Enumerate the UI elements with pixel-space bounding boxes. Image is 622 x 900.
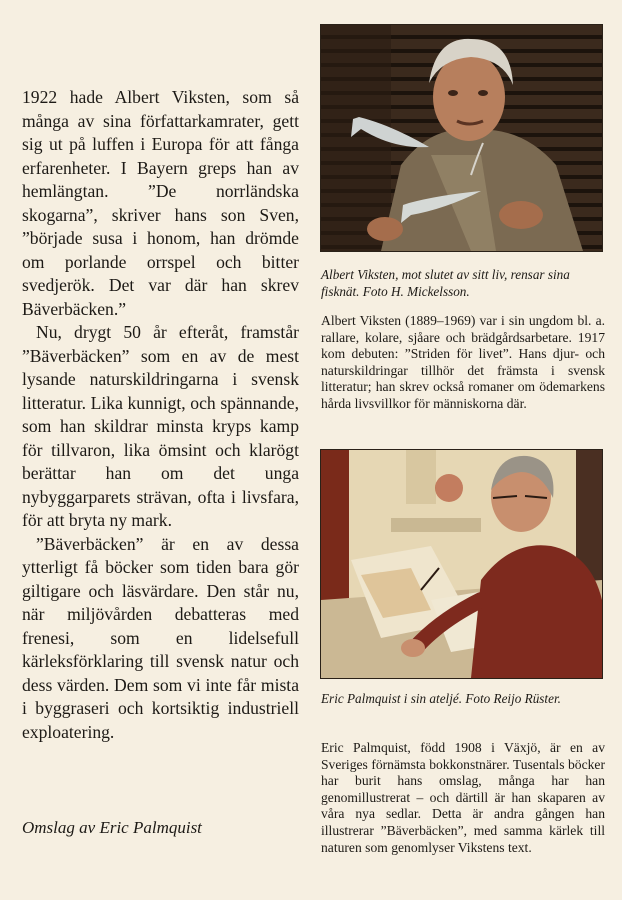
photo-albert-viksten (320, 24, 603, 252)
main-text-column (22, 86, 299, 744)
photo-eric-palmquist (320, 449, 603, 679)
photo-eric-palmquist-caption: Eric Palmquist i sin ateljé. Foto Reijo Rüster. (321, 691, 561, 706)
photo-eric-palmquist-image (321, 450, 602, 678)
photo-albert-viksten-caption: Albert Viksten, mot slutet av sitt liv, rensar sina fisknät. Foto H. Mickelsson. (321, 267, 570, 299)
main-paragraph-2: Nu, drygt 50 år efteråt, framstår ”Bäverbäcken” som en av de mest lysande naturskildringarna i svensk litteratur. Lika kunnigt, och spännande, som han skildrar minsta kryps kamp för tillvaron, lika ömsint och klarögt berättar han om det unga nybyggarparets strävan, ofta i livsfara, för att bryta ny mark. (22, 322, 299, 530)
eric-palmquist-bio: Eric Palmquist, född 1908 i Växjö, är en av Sveriges förnämsta bokkonstnärer. Tusentals böcker har burit hans omslag, många har han genomillustrerat – och därtill är han skaparen av våra nya sedlar. Detta är andra gången han illustrerar ”Bäverbäcken”, med samma kärlek till naturen som genomlyser Vikstens text. (321, 740, 605, 855)
main-paragraph-1: 1922 hade Albert Viksten, som så många av sina författarkamrater, gett sig ut på luffen i Europa för att fånga erfarenheter. I Bayern greps han av hemlängtan. ”De norrländska skogarna”, skriver hans son Sven, ”började susa i honom, han drömde om porlande orrspel och bitter svedjerök. Det var där han skrev Bäverbäcken.” (22, 87, 299, 319)
albert-viksten-bio: Albert Viksten (1889–1969) var i sin ungdom bl. a. rallare, kolare, sjåare och brädgårdsarbetare. 1917 kom debuten: ”Striden för livet”. Hans djur- och naturskildringar tillhör det främsta i svensk litteratur; han skrev också romaner om ödemarkens hårda livsvillkor för människorna där. (321, 313, 605, 411)
cover-credit: Omslag av Eric Palmquist (22, 818, 202, 837)
photo-albert-viksten-image (321, 25, 602, 251)
main-paragraph-3: ”Bäverbäcken” är en av dessa ytterligt få böcker som tiden bara gör giltigare och läsvärdare. Den står nu, när miljövården debatteras med frenesi, som en lidelsefull kärleksförklaring till svensk natur och dess värden. Dem som vi inte får mista i byggraseri och kortsiktig industriell exploatering. (22, 533, 299, 742)
